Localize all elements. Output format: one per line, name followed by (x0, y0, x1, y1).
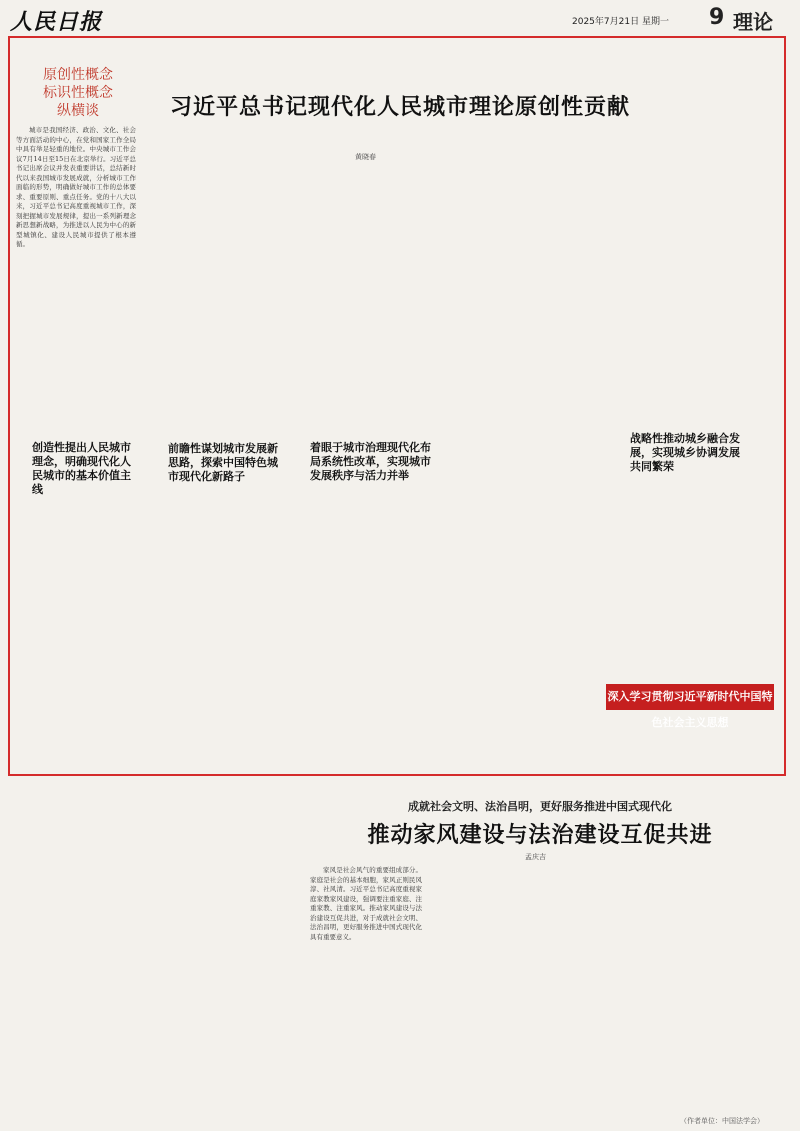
article2-column-3 (546, 866, 658, 1121)
newspaper-logo: 人民日报 (10, 9, 103, 35)
article2-body: 家风是社会风气的重要组成部分。家庭是社会的基本细胞，家风正则民风淳、社风清。习近平总书记高度重视家庭家教家风建设，强调要注重家庭、注重家教、注重家风。推动家风建设与法治建设互促共进，对于成就社会文明、法治昌明，更好服务推进中国式现代化具有重要意义。 (310, 866, 422, 941)
article2-column-4 (664, 866, 782, 1114)
article1-column-4 (452, 176, 597, 772)
article1-column-3 (298, 176, 446, 442)
article1-subhead-2: 前瞻性谋划城市发展新思路，探索中国特色城市现代化新路子 (168, 442, 278, 483)
article1-column-1b (16, 508, 136, 770)
article2-kicker: 成就社会文明、法治昌明，更好服务推进中国式现代化 (408, 800, 672, 813)
side-line-3: 纵横谈 (57, 103, 99, 119)
article1-subhead-3: 着眼于城市治理现代化布局系统性改革，实现城市发展秩序与活力并举 (310, 441, 431, 482)
article1-subhead-4: 战略性推动城乡融合发展，实现城乡协调发展共同繁荣 (630, 432, 740, 473)
article1-title: 习近平总书记现代化人民城市理论原创性贡献 (169, 95, 630, 120)
series-banner: 深入学习贯彻习近平新时代中国特色社会主义思想 (606, 684, 774, 710)
section-title: 理论 (733, 10, 773, 34)
side-column-header (18, 66, 138, 120)
side-line-2: 标识性概念 (43, 85, 113, 101)
article2-author: 孟庆吉 (525, 853, 546, 861)
article1-subhead-1: 创造性提出人民城市理念，明确现代化人民城市的基本价值主线 (32, 441, 131, 496)
issue-date: 2025年7月21日 星期一 (572, 17, 669, 27)
side-line-1: 原创性概念 (43, 67, 113, 83)
article1-column-3b (298, 518, 446, 773)
article1-body: 城市是我国经济、政治、文化、社会等方面活动的中心，在党和国家工作全局中具有举足轻重的地位。中央城市工作会议7月14日至15日在北京举行。习近平总书记出席会议并发表重要讲话，总结新时代以来我国城市发展成就，分析城市工作面临的形势，明确做好城市工作的总体要求、重要原则、重点任务。党的十八大以来，习近平总书记高度重视城市工作，深刻把握城市发展规律，提出一系列新理念新思想新战略，为推进以人民为中心的新型城镇化、建设人民城市提供了根本遵循。 (16, 126, 136, 248)
article2-column-1 (310, 866, 422, 1121)
article1-author: 黄晓春 (355, 153, 376, 161)
page-number: 9 (709, 5, 725, 30)
article1-column-5 (604, 176, 774, 423)
masthead (0, 0, 800, 36)
article1-column-2b (145, 505, 291, 773)
article2-column-2 (428, 866, 540, 1121)
article2-title: 推动家风建设与法治建设互促共进 (367, 823, 713, 848)
article1-column-5b (604, 478, 774, 678)
article2-footer: （作者单位：中国法学会） (680, 1117, 764, 1125)
article1-column-2 (145, 176, 291, 436)
continued-column (654, 40, 782, 168)
article1-column-1 (16, 126, 136, 442)
